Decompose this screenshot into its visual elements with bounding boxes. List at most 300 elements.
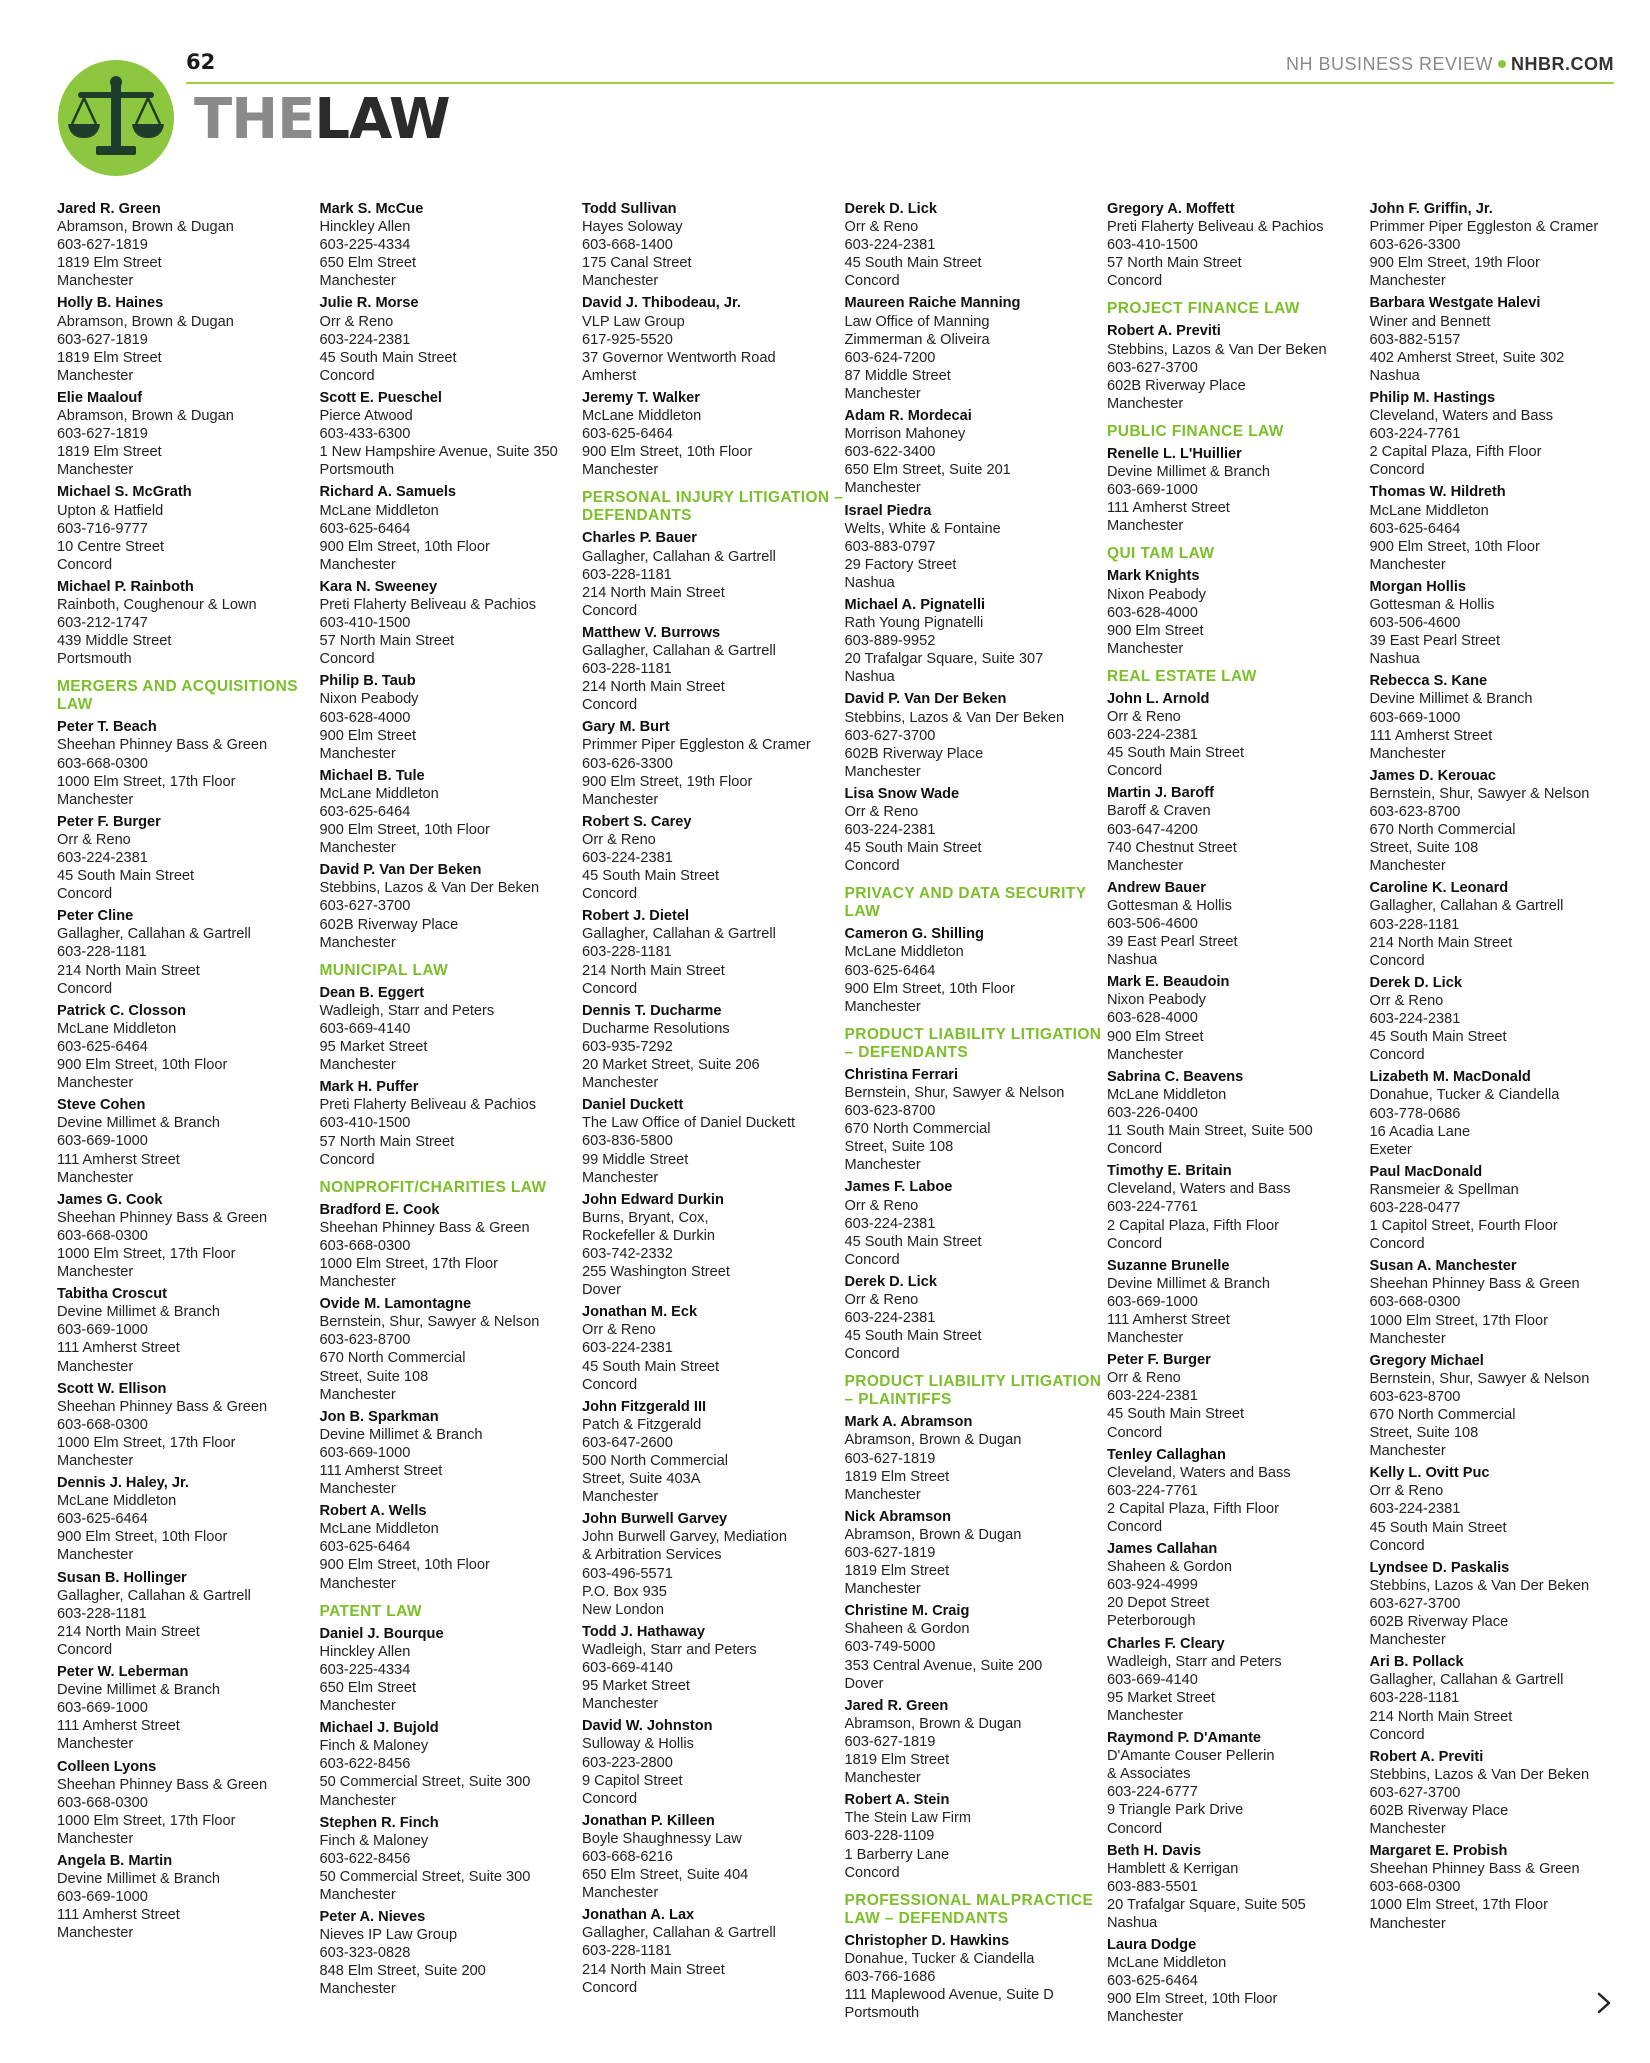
- attorney-detail-line: 214 North Main Street: [582, 584, 725, 601]
- attorney-detail-line: Bernstein, Shur, Sawyer & Nelson: [844, 1084, 1065, 1101]
- attorney-name: Israel Piedra: [844, 502, 932, 519]
- attorney-detail-line: Manchester: [582, 1075, 659, 1092]
- attorney-name: Maureen Raiche Manning: [844, 295, 1021, 312]
- attorney-detail-line: Nashua: [1369, 367, 1420, 384]
- attorney-entry: [1370, 1559, 1633, 1649]
- attorney-entry: [845, 1508, 1108, 1598]
- attorney-entry: [320, 389, 583, 479]
- attorney-entry: [1370, 1464, 1633, 1554]
- attorney-name: Sabrina C. Beavens: [1107, 1068, 1244, 1085]
- attorney-detail-line: 900 Elm Street, 10th Floor: [57, 1529, 228, 1546]
- attorney-detail-line: 603-506-4600: [1369, 615, 1461, 632]
- attorney-detail-line: 603-627-1819: [844, 1545, 936, 1561]
- attorney-detail-line: 602B Riverway Place: [844, 745, 984, 762]
- attorney-detail-line: 175 Canal Street: [582, 255, 692, 272]
- attorney-name: John Burwell Garvey: [582, 1511, 728, 1528]
- attorney-name: Daniel Duckett: [582, 1097, 684, 1114]
- attorney-detail-line: 45 South Main Street: [844, 255, 982, 272]
- attorney-detail-line: 603-224-2381: [844, 1310, 936, 1327]
- attorney-detail-line: McLane Middleton: [1107, 1086, 1227, 1103]
- attorney-detail-line: 603-224-2381: [582, 1340, 673, 1357]
- attorney-detail-line: Amherst: [582, 367, 637, 384]
- attorney-detail-line: Devine Millimet & Branch: [1107, 464, 1271, 481]
- attorney-detail-line: Gallagher, Callahan & Gartrell: [1369, 1672, 1564, 1689]
- attorney-detail-line: 603-627-1819: [57, 331, 148, 348]
- attorney-entry: [1370, 483, 1633, 573]
- attorney-detail-line: P.O. Box 935: [582, 1583, 667, 1600]
- attorney-detail-line: Manchester: [319, 1981, 396, 1998]
- attorney-detail-line: McLane Middleton: [57, 1493, 177, 1510]
- attorney-detail-line: 111 Amherst Street: [1107, 1311, 1230, 1328]
- attorney-detail-line: Orr & Reno: [1369, 1483, 1444, 1500]
- attorney-name: Charles P. Bauer: [582, 530, 697, 547]
- attorney-detail-line: Concord: [319, 367, 375, 384]
- header-rule: [186, 82, 1614, 84]
- attorney-detail-line: 603-668-0300: [319, 1237, 411, 1254]
- attorney-detail-line: 603-627-3700: [1107, 359, 1198, 376]
- attorney-detail-line: Preti Flaherty Beliveau & Pachios: [1107, 219, 1324, 236]
- attorney-name: Jon B. Sparkman: [319, 1408, 439, 1425]
- attorney-entry: [1107, 1729, 1370, 1838]
- attorney-detail-line: 900 Elm Street: [1107, 1028, 1204, 1045]
- attorney-detail-line: Wadleigh, Starr and Peters: [1107, 1653, 1282, 1670]
- attorney-detail-line: 57 North Main Street: [1107, 255, 1242, 272]
- attorney-detail-line: 603-627-3700: [319, 898, 411, 915]
- attorney-name: Philip M. Hastings: [1369, 389, 1496, 406]
- attorney-detail-line: 603-924-4999: [1107, 1577, 1198, 1594]
- attorney-name: Holly B. Haines: [57, 295, 164, 312]
- attorney-detail-line: 603-627-3700: [1369, 1784, 1461, 1801]
- attorney-name: Mark E. Beaudoin: [1107, 974, 1230, 991]
- attorney-detail-line: 45 South Main Street: [1369, 1029, 1507, 1046]
- attorney-detail-line: 650 Elm Street: [319, 255, 417, 272]
- attorney-detail-line: 603-224-2381: [1369, 1011, 1461, 1028]
- attorney-detail-line: Manchester: [582, 1169, 659, 1186]
- attorney-detail-line: 1000 Elm Street, 17th Floor: [57, 773, 236, 790]
- attorney-detail-line: 45 South Main Street: [844, 1233, 982, 1250]
- attorney-name: Andrew Bauer: [1107, 879, 1206, 896]
- attorney-detail-line: 603-669-1000: [57, 1133, 148, 1150]
- attorney-name: Jared R. Green: [57, 201, 161, 217]
- attorney-entry: [57, 200, 320, 290]
- attorney-detail-line: Manchester: [844, 1157, 921, 1174]
- attorney-detail-line: Gallagher, Callahan & Gartrell: [582, 1925, 776, 1942]
- attorney-name: Derek D. Lick: [844, 1273, 937, 1290]
- attorney-name: Robert A. Previti: [1369, 1748, 1484, 1765]
- attorney-name: Caroline K. Leonard: [1369, 880, 1509, 897]
- attorney-name: Todd J. Hathaway: [582, 1623, 705, 1640]
- attorney-entry: [582, 389, 845, 479]
- attorney-detail-line: 603-410-1500: [319, 1115, 411, 1132]
- attorney-detail-line: 603-228-1181: [1369, 916, 1460, 933]
- attorney-name: Morgan Hollis: [1369, 578, 1466, 595]
- attorney-entry: [320, 578, 583, 668]
- attorney-detail-line: Manchester: [1369, 556, 1446, 573]
- attorney-name: Daniel J. Bourque: [319, 1625, 444, 1642]
- attorney-detail-line: Concord: [57, 980, 113, 997]
- attorney-name: James G. Cook: [57, 1191, 163, 1208]
- attorney-detail-line: Manchester: [319, 1274, 396, 1291]
- attorney-name: Mark S. McCue: [319, 201, 424, 217]
- attorney-detail-line: 670 North Commercial: [1369, 1407, 1516, 1423]
- attorney-detail-line: Devine Millimet & Branch: [57, 1304, 221, 1321]
- attorney-detail-line: Orr & Reno: [844, 1291, 919, 1308]
- attorney-name: Robert A. Stein: [844, 1792, 950, 1809]
- attorney-entry: [1107, 1540, 1370, 1630]
- attorney-detail-line: Concord: [1107, 1424, 1163, 1441]
- attorney-detail-line: 1819 Elm Street: [844, 1468, 950, 1485]
- attorney-detail-line: 603-224-2381: [582, 850, 673, 866]
- attorney-entry: [582, 1398, 845, 1507]
- attorney-detail-line: 603-625-6464: [582, 426, 673, 443]
- attorney-detail-line: 603-669-1000: [319, 1444, 411, 1461]
- attorney-detail-line: 603-224-2381: [1107, 1388, 1198, 1405]
- attorney-name: Gary M. Burt: [582, 719, 670, 736]
- attorney-name: Mark H. Puffer: [319, 1079, 419, 1096]
- attorney-detail-line: Manchester: [1369, 273, 1446, 290]
- attorney-detail-line: 603-668-0300: [57, 1794, 148, 1811]
- chevron-right-icon[interactable]: [1594, 1991, 1614, 2015]
- attorney-entry: [320, 1502, 583, 1592]
- attorney-detail-line: 603-224-2381: [844, 1215, 936, 1232]
- attorney-detail-line: Stebbins, Lazos & Van Der Beken: [1369, 1766, 1590, 1783]
- attorney-detail-line: Rath Young Pignatelli: [844, 615, 984, 632]
- attorney-detail-line: 603-836-5800: [582, 1133, 673, 1150]
- attorney-entry: [57, 1852, 320, 1942]
- attorney-entry: [320, 1201, 583, 1291]
- attorney-entry: [320, 1078, 583, 1168]
- attorney-entry: [57, 483, 320, 573]
- attorney-detail-line: Portsmouth: [319, 462, 395, 479]
- attorney-detail-line: Bernstein, Shur, Sawyer & Nelson: [1369, 1370, 1590, 1387]
- attorney-entry: [320, 1408, 583, 1498]
- attorney-detail-line: 603-228-1181: [582, 1943, 672, 1960]
- category-heading: PROFESSIONAL MALPRACTICE LAW – DEFENDANTS: [844, 1891, 1094, 1927]
- attorney-detail-line: Devine Millimet & Branch: [57, 1115, 221, 1132]
- attorney-detail-line: Abramson, Brown & Dugan: [844, 1526, 1022, 1543]
- attorney-detail-line: 20 Trafalgar Square, Suite 505: [1107, 1896, 1306, 1913]
- attorney-detail-line: Burns, Bryant, Cox,: [582, 1209, 709, 1226]
- website-link[interactable]: NHBR.COM: [1511, 54, 1614, 74]
- attorney-detail-line: 670 North Commercial: [319, 1350, 466, 1367]
- attorney-detail-line: Manchester: [319, 273, 396, 290]
- attorney-entry: [1370, 879, 1633, 969]
- attorney-entry: [845, 1791, 1108, 1881]
- attorney-detail-line: 602B Riverway Place: [1369, 1614, 1509, 1631]
- attorney-name: Jonathan A. Lax: [582, 1907, 695, 1924]
- attorney-entry: [845, 785, 1108, 875]
- attorney-detail-line: 603-224-2381: [1107, 727, 1198, 744]
- attorney-entry: [845, 690, 1108, 780]
- attorney-detail-line: 603-228-1181: [582, 661, 672, 678]
- category-heading: MERGERS AND ACQUISITIONS LAW: [57, 678, 298, 714]
- attorney-detail-line: Street, Suite 108: [1369, 1425, 1479, 1442]
- attorney-name: Kelly L. Ovitt Puc: [1369, 1465, 1490, 1482]
- attorney-name: Peter F. Burger: [57, 813, 161, 830]
- attorney-detail-line: 603-410-1500: [319, 615, 411, 632]
- attorney-detail-line: 603-742-2332: [582, 1245, 673, 1262]
- attorney-detail-line: 603-669-1000: [1107, 1293, 1198, 1310]
- attorney-detail-line: Finch & Maloney: [319, 1738, 429, 1755]
- attorney-entry: [1107, 784, 1370, 874]
- attorney-detail-line: Orr & Reno: [844, 804, 919, 820]
- attorney-entry: [845, 596, 1108, 686]
- attorney-detail-line: 603-647-2600: [582, 1434, 673, 1451]
- attorney-entry: [1370, 1068, 1633, 1158]
- attorney-detail-line: McLane Middleton: [319, 502, 439, 519]
- attorney-name: Todd Sullivan: [582, 201, 677, 217]
- attorney-detail-line: McLane Middleton: [844, 944, 964, 961]
- attorney-detail-line: 603-226-0400: [1107, 1104, 1198, 1121]
- attorney-detail-line: Concord: [582, 697, 638, 714]
- attorney-entry: [320, 1814, 583, 1904]
- attorney-entry: [1370, 389, 1633, 479]
- attorney-detail-line: 740 Chestnut Street: [1107, 839, 1237, 856]
- attorney-detail-line: 603-410-1500: [1107, 237, 1198, 254]
- attorney-detail-line: Zimmerman & Oliveira: [844, 331, 990, 348]
- attorney-entry: [1370, 1653, 1633, 1743]
- attorney-detail-line: Nashua: [1107, 1914, 1158, 1931]
- attorney-detail-line: 10 Centre Street: [57, 538, 165, 555]
- attorney-detail-line: Manchester: [1107, 1707, 1184, 1724]
- attorney-detail-line: 2 Capital Plaza, Fifth Floor: [1107, 1217, 1279, 1234]
- attorney-entry: [1107, 322, 1370, 412]
- attorney-detail-line: Portsmouth: [844, 2005, 920, 2022]
- attorney-detail-line: 603-778-0686: [1369, 1105, 1461, 1122]
- attorney-detail-line: Manchester: [1369, 1330, 1446, 1347]
- attorney-detail-line: 45 South Main Street: [582, 1358, 720, 1375]
- attorney-name: James Callahan: [1107, 1541, 1218, 1558]
- attorney-detail-line: 1 Barberry Lane: [844, 1846, 950, 1863]
- attorney-detail-line: Stebbins, Lazos & Van Der Beken: [319, 880, 540, 897]
- attorney-entry: [1107, 1635, 1370, 1725]
- attorney-detail-line: 603-625-6464: [57, 1511, 148, 1528]
- attorney-detail-line: Preti Flaherty Beliveau & Pachios: [319, 1097, 537, 1114]
- attorney-detail-line: Manchester: [844, 998, 921, 1015]
- attorney-detail-line: 603-766-1686: [844, 1968, 936, 1985]
- attorney-detail-line: 900 Elm Street, 10th Floor: [844, 980, 1015, 997]
- attorney-detail-line: Manchester: [844, 1581, 921, 1598]
- attorney-detail-line: 603-647-4200: [1107, 821, 1198, 838]
- attorney-entry: [57, 294, 320, 384]
- attorney-detail-line: 603-224-6777: [1107, 1784, 1198, 1801]
- attorney-name: Nick Abramson: [844, 1508, 952, 1525]
- attorney-detail-line: Baroff & Craven: [1107, 803, 1211, 820]
- attorney-detail-line: Manchester: [319, 1481, 396, 1498]
- attorney-detail-line: Cleveland, Waters and Bass: [1107, 1181, 1291, 1198]
- attorney-detail-line: 900 Elm Street, 10th Floor: [319, 1557, 490, 1574]
- attorney-entry: [845, 1932, 1108, 2022]
- attorney-detail-line: Manchester: [1107, 518, 1184, 535]
- attorney-detail-line: Rockefeller & Durkin: [582, 1227, 716, 1244]
- attorney-entry: [1370, 974, 1633, 1064]
- attorney-detail-line: Gallagher, Callahan & Gartrell: [57, 1587, 251, 1604]
- attorney-detail-line: D'Amante Couser Pellerin: [1107, 1748, 1275, 1765]
- attorney-detail-line: Bernstein, Shur, Sawyer & Nelson: [1369, 785, 1590, 802]
- attorney-detail-line: 1000 Elm Street, 17th Floor: [319, 1255, 498, 1272]
- attorney-detail-line: Primmer Piper Eggleston & Cramer: [582, 737, 811, 754]
- attorney-detail-line: 603-669-4140: [319, 1020, 411, 1037]
- attorney-detail-line: 603-224-7761: [1107, 1199, 1198, 1216]
- attorney-detail-line: 650 Elm Street, Suite 201: [844, 462, 1011, 479]
- attorney-detail-line: Sheehan Phinney Bass & Green: [57, 737, 268, 754]
- attorney-detail-line: Concord: [1107, 1519, 1163, 1535]
- attorney-detail-line: McLane Middleton: [57, 1020, 177, 1037]
- attorney-detail-line: Manchester: [57, 1453, 134, 1469]
- attorney-detail-line: Concord: [57, 556, 113, 573]
- attorney-detail-line: 603-889-9952: [844, 633, 936, 650]
- attorney-entry: [57, 1002, 320, 1092]
- attorney-entry: [320, 1295, 583, 1404]
- attorney-detail-line: 603-628-4000: [1107, 1010, 1198, 1027]
- attorney-detail-line: 95 Market Street: [582, 1678, 690, 1695]
- attorney-detail-line: Morrison Mahoney: [844, 426, 966, 443]
- attorney-detail-line: & Associates: [1107, 1766, 1191, 1783]
- attorney-detail-line: 603-668-0300: [1369, 1294, 1461, 1311]
- attorney-detail-line: 50 Commercial Street, Suite 300: [319, 1868, 531, 1885]
- attorney-name: Laura Dodge: [1107, 1937, 1197, 1954]
- attorney-detail-line: 45 South Main Street: [319, 349, 457, 366]
- attorney-name: Martin J. Baroff: [1107, 785, 1215, 802]
- attorney-name: Kara N. Sweeney: [319, 578, 438, 595]
- attorney-name: Raymond P. D'Amante: [1107, 1730, 1262, 1747]
- attorney-detail-line: 900 Elm Street, 10th Floor: [319, 822, 490, 839]
- attorney-name: Christine M. Craig: [844, 1603, 970, 1620]
- masthead: [1286, 54, 1614, 75]
- attorney-detail-line: Dover: [844, 1675, 884, 1692]
- attorney-detail-line: Manchester: [582, 273, 659, 290]
- attorney-detail-line: 603-228-1181: [1369, 1690, 1460, 1707]
- attorney-detail-line: 603-625-6464: [1369, 520, 1461, 537]
- attorney-entry: [1107, 1257, 1370, 1347]
- attorney-name: Lizabeth M. MacDonald: [1369, 1069, 1531, 1086]
- attorney-entry: [57, 1096, 320, 1186]
- attorney-detail-line: 603-625-6464: [319, 520, 411, 537]
- attorney-name: Timothy E. Britain: [1107, 1163, 1232, 1180]
- attorney-detail-line: 603-496-5571: [582, 1565, 673, 1582]
- attorney-detail-line: 603-223-2800: [582, 1754, 673, 1771]
- attorney-detail-line: Abramson, Brown & Dugan: [844, 1715, 1022, 1732]
- attorney-detail-line: 603-882-5157: [1369, 331, 1461, 348]
- attorney-detail-line: 603-883-0797: [844, 538, 936, 555]
- attorney-entry: [1370, 1842, 1633, 1932]
- category-heading: MUNICIPAL LAW: [319, 961, 449, 979]
- attorney-entry: [1370, 767, 1633, 876]
- attorney-entry: [320, 672, 583, 762]
- attorney-detail-line: 214 North Main Street: [57, 1623, 200, 1640]
- category-heading: PERSONAL INJURY LITIGATION – DEFENDANTS: [582, 489, 844, 525]
- attorney-detail-line: Concord: [1369, 1236, 1425, 1253]
- attorney-detail-line: Bernstein, Shur, Sawyer & Nelson: [319, 1314, 540, 1331]
- attorney-entry: [845, 1697, 1108, 1787]
- attorney-detail-line: 57 North Main Street: [319, 633, 455, 650]
- attorney-detail-line: 603-224-7761: [1107, 1482, 1198, 1499]
- attorney-detail-line: Patch & Fitzgerald: [582, 1416, 702, 1433]
- attorney-detail-line: Manchester: [319, 1057, 396, 1074]
- attorney-name: James F. Laboe: [844, 1179, 953, 1196]
- attorney-name: Michael A. Pignatelli: [844, 596, 986, 613]
- attorney-name: Michael B. Tule: [319, 767, 425, 784]
- attorney-detail-line: Concord: [57, 886, 113, 903]
- attorney-detail-line: 603-669-1000: [57, 1700, 148, 1717]
- attorney-name: Michael P. Rainboth: [57, 578, 194, 595]
- attorney-detail-line: Street, Suite 108: [844, 1139, 954, 1156]
- attorney-detail-line: The Stein Law Firm: [844, 1810, 972, 1827]
- attorney-detail-line: 603-626-3300: [582, 755, 673, 772]
- attorney-entry: [57, 1758, 320, 1848]
- attorney-detail-line: 603-627-3700: [844, 727, 936, 744]
- attorney-detail-line: Winer and Bennett: [1369, 313, 1491, 330]
- attorney-detail-line: Cleveland, Waters and Bass: [1107, 1464, 1291, 1481]
- attorney-entry: [1370, 1163, 1633, 1253]
- attorney-detail-line: Manchester: [1107, 1046, 1184, 1063]
- attorney-detail-line: Manchester: [57, 1830, 134, 1847]
- attorney-detail-line: & Arbitration Services: [582, 1547, 722, 1564]
- separator-dot: [1498, 60, 1506, 68]
- attorney-name: David W. Johnston: [582, 1718, 713, 1735]
- attorney-detail-line: 603-224-2381: [319, 331, 411, 348]
- attorney-detail-line: 50 Commercial Street, Suite 300: [319, 1774, 531, 1791]
- attorney-detail-line: Manchester: [844, 1770, 921, 1787]
- attorney-detail-line: Boyle Shaughnessy Law: [582, 1830, 742, 1847]
- attorney-detail-line: Portsmouth: [57, 651, 132, 668]
- attorney-detail-line: Concord: [582, 886, 638, 903]
- attorney-entry: [1370, 200, 1633, 290]
- attorney-detail-line: 900 Elm Street, 10th Floor: [582, 444, 753, 461]
- attorney-detail-line: 1000 Elm Street, 17th Floor: [57, 1812, 236, 1829]
- attorney-entry: [582, 1717, 845, 1807]
- attorney-detail-line: 214 North Main Street: [1369, 1708, 1513, 1725]
- attorney-detail-line: 603-625-6464: [1107, 1973, 1198, 1990]
- attorney-name: Barbara Westgate Halevi: [1369, 295, 1541, 312]
- category-heading: NONPROFIT/CHARITIES LAW: [319, 1178, 547, 1196]
- attorney-detail-line: Gallagher, Callahan & Gartrell: [582, 548, 776, 565]
- publication-name: NH BUSINESS REVIEW: [1285, 54, 1493, 74]
- attorney-detail-line: 602B Riverway Place: [319, 916, 459, 933]
- attorney-detail-line: 603-669-1000: [1107, 482, 1198, 499]
- attorney-detail-line: The Law Office of Daniel Duckett: [582, 1115, 796, 1132]
- attorney-detail-line: 111 Amherst Street: [1369, 727, 1493, 744]
- attorney-detail-line: 603-224-2381: [1369, 1501, 1461, 1518]
- attorney-detail-line: McLane Middleton: [319, 785, 439, 802]
- attorney-entry: [320, 861, 583, 951]
- attorney-detail-line: 603-668-1400: [582, 237, 673, 254]
- attorney-detail-line: Finch & Maloney: [319, 1832, 429, 1849]
- attorney-detail-line: 603-668-0300: [57, 1227, 148, 1244]
- attorney-name: Jared R. Green: [844, 1697, 949, 1714]
- attorney-detail-line: Rainboth, Coughenour & Lown: [57, 596, 257, 613]
- attorney-detail-line: 45 South Main Street: [1107, 745, 1245, 762]
- attorney-detail-line: 111 Amherst Street: [57, 1718, 180, 1735]
- attorney-name: John Edward Durkin: [582, 1191, 724, 1208]
- attorney-entry: [1107, 1068, 1370, 1158]
- attorney-detail-line: Wadleigh, Starr and Peters: [319, 1002, 495, 1019]
- attorney-detail-line: 9 Capitol Street: [582, 1772, 683, 1789]
- attorney-detail-line: McLane Middleton: [582, 408, 702, 425]
- attorney-detail-line: Gallagher, Callahan & Gartrell: [57, 926, 251, 943]
- attorney-detail-line: 900 Elm Street, 10th Floor: [1369, 538, 1540, 555]
- attorney-detail-line: Manchester: [57, 1736, 134, 1753]
- attorney-detail-line: Preti Flaherty Beliveau & Pachios: [319, 596, 537, 613]
- attorney-entry: [57, 1380, 320, 1470]
- attorney-detail-line: 45 South Main Street: [1369, 1519, 1507, 1536]
- attorney-detail-line: 603-224-2381: [844, 822, 936, 839]
- attorney-detail-line: Abramson, Brown & Dugan: [844, 1432, 1022, 1449]
- attorney-detail-line: 214 North Main Street: [1369, 934, 1513, 951]
- attorney-detail-line: Abramson, Brown & Dugan: [57, 408, 234, 425]
- attorney-entry: [582, 529, 845, 619]
- attorney-detail-line: Stebbins, Lazos & Van Der Beken: [844, 709, 1065, 726]
